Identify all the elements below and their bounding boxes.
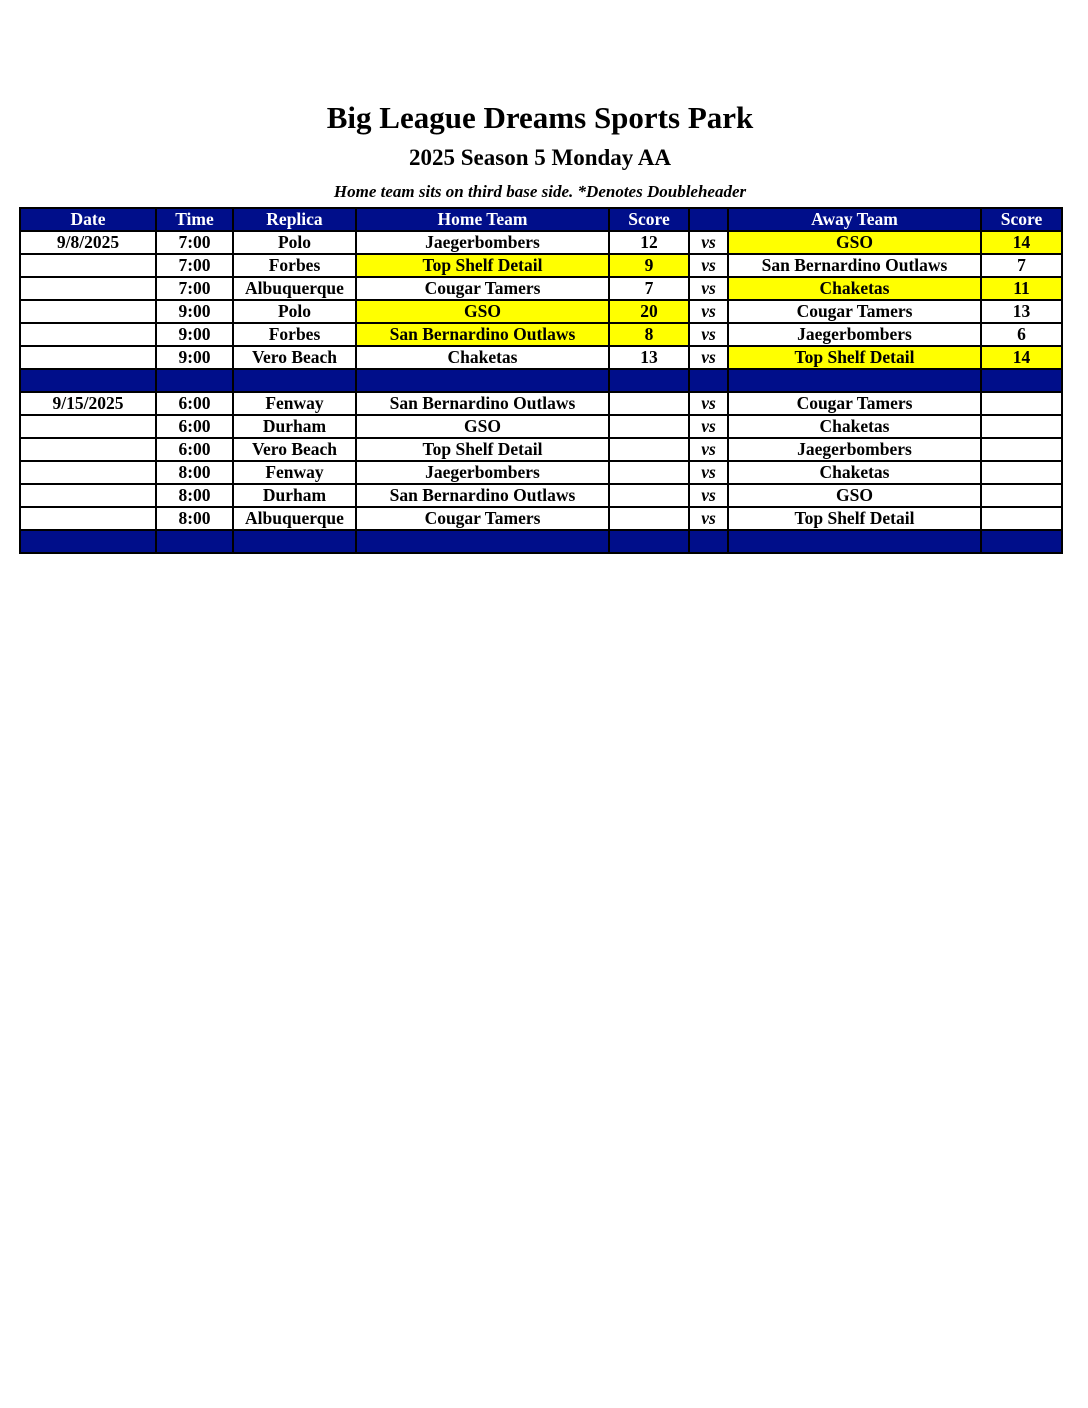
away-score-cell (981, 461, 1062, 484)
header-replica: Replica (233, 208, 356, 231)
vs-cell: vs (689, 484, 728, 507)
schedule-body (20, 231, 1062, 553)
home-score-cell (609, 484, 689, 507)
home-score-cell (609, 392, 689, 415)
date-cell (20, 254, 156, 277)
table-row (20, 392, 1062, 415)
replica-cell: Forbes (233, 323, 356, 346)
table-row (20, 231, 1062, 254)
table-row (20, 415, 1062, 438)
date-cell (20, 461, 156, 484)
away-team-cell: Chaketas (728, 415, 981, 438)
separator-cell (156, 369, 233, 392)
separator-cell (233, 369, 356, 392)
separator-cell (728, 369, 981, 392)
away-score-cell: 14 (981, 231, 1062, 254)
replica-cell: Fenway (233, 461, 356, 484)
time-cell: 8:00 (156, 507, 233, 530)
week-separator-row (20, 369, 1062, 392)
home-score-cell (609, 415, 689, 438)
date-cell (20, 415, 156, 438)
replica-cell: Polo (233, 300, 356, 323)
away-team-cell: Top Shelf Detail (728, 507, 981, 530)
time-cell: 7:00 (156, 277, 233, 300)
vs-cell: vs (689, 392, 728, 415)
header-row (20, 208, 1062, 231)
table-row (20, 484, 1062, 507)
home-score-cell (609, 438, 689, 461)
replica-cell: Durham (233, 415, 356, 438)
separator-cell (981, 530, 1062, 553)
table-row (20, 323, 1062, 346)
home-team-cell: San Bernardino Outlaws (356, 323, 609, 346)
vs-cell: vs (689, 277, 728, 300)
date-cell (20, 346, 156, 369)
away-team-cell: Jaegerbombers (728, 438, 981, 461)
time-cell: 7:00 (156, 231, 233, 254)
schedule-note: Home team sits on third base side. *Denotes Doubleheader (333, 182, 747, 201)
vs-cell: vs (689, 254, 728, 277)
away-team-cell: Cougar Tamers (728, 300, 981, 323)
date-cell (20, 484, 156, 507)
header-away-team: Away Team (728, 208, 981, 231)
away-score-cell: 13 (981, 300, 1062, 323)
home-score-cell: 12 (609, 231, 689, 254)
table-row (20, 507, 1062, 530)
header-away-score: Score (981, 208, 1062, 231)
table-row (20, 461, 1062, 484)
replica-cell: Albuquerque (233, 277, 356, 300)
away-score-cell (981, 507, 1062, 530)
vs-cell: vs (689, 507, 728, 530)
home-score-cell: 20 (609, 300, 689, 323)
away-score-cell (981, 415, 1062, 438)
replica-cell: Vero Beach (233, 438, 356, 461)
replica-cell: Albuquerque (233, 507, 356, 530)
home-team-cell: Cougar Tamers (356, 507, 609, 530)
separator-cell (981, 369, 1062, 392)
vs-cell: vs (689, 415, 728, 438)
separator-cell (20, 369, 156, 392)
header-time: Time (156, 208, 233, 231)
time-cell: 7:00 (156, 254, 233, 277)
separator-cell (689, 530, 728, 553)
date-cell: 9/15/2025 (20, 392, 156, 415)
separator-cell (20, 530, 156, 553)
away-score-cell: 7 (981, 254, 1062, 277)
away-score-cell (981, 392, 1062, 415)
table-row (20, 438, 1062, 461)
separator-cell (156, 530, 233, 553)
away-team-cell: Top Shelf Detail (728, 346, 981, 369)
away-score-cell (981, 484, 1062, 507)
separator-cell (356, 369, 609, 392)
home-team-cell: Jaegerbombers (356, 461, 609, 484)
table-row (20, 346, 1062, 369)
home-team-cell: Jaegerbombers (356, 231, 609, 254)
vs-cell: vs (689, 461, 728, 484)
header-home-team: Home Team (356, 208, 609, 231)
time-cell: 6:00 (156, 392, 233, 415)
home-team-cell: GSO (356, 300, 609, 323)
date-cell (20, 300, 156, 323)
home-team-cell: GSO (356, 415, 609, 438)
header-home-score: Score (609, 208, 689, 231)
date-cell (20, 507, 156, 530)
separator-cell (609, 369, 689, 392)
away-team-cell: Chaketas (728, 461, 981, 484)
home-score-cell: 8 (609, 323, 689, 346)
away-score-cell (981, 438, 1062, 461)
page-title: Big League Dreams Sports Park (326, 100, 754, 135)
away-score-cell: 11 (981, 277, 1062, 300)
away-team-cell: Chaketas (728, 277, 981, 300)
home-team-cell: Top Shelf Detail (356, 254, 609, 277)
replica-cell: Durham (233, 484, 356, 507)
schedule-table (19, 207, 1063, 554)
time-cell: 6:00 (156, 415, 233, 438)
home-team-cell: San Bernardino Outlaws (356, 484, 609, 507)
away-team-cell: San Bernardino Outlaws (728, 254, 981, 277)
separator-cell (689, 369, 728, 392)
home-team-cell: Top Shelf Detail (356, 438, 609, 461)
replica-cell: Vero Beach (233, 346, 356, 369)
vs-cell: vs (689, 323, 728, 346)
vs-cell: vs (689, 438, 728, 461)
page-subtitle: 2025 Season 5 Monday AA (409, 145, 671, 170)
home-team-cell: Cougar Tamers (356, 277, 609, 300)
date-cell: 9/8/2025 (20, 231, 156, 254)
time-cell: 9:00 (156, 300, 233, 323)
date-cell (20, 323, 156, 346)
time-cell: 9:00 (156, 323, 233, 346)
home-score-cell: 7 (609, 277, 689, 300)
date-cell (20, 277, 156, 300)
away-score-cell: 6 (981, 323, 1062, 346)
separator-cell (609, 530, 689, 553)
table-row (20, 300, 1062, 323)
vs-cell: vs (689, 231, 728, 254)
away-team-cell: Jaegerbombers (728, 323, 981, 346)
away-team-cell: GSO (728, 484, 981, 507)
home-score-cell: 9 (609, 254, 689, 277)
replica-cell: Fenway (233, 392, 356, 415)
date-cell (20, 438, 156, 461)
replica-cell: Forbes (233, 254, 356, 277)
away-team-cell: GSO (728, 231, 981, 254)
vs-cell: vs (689, 300, 728, 323)
replica-cell: Polo (233, 231, 356, 254)
time-cell: 8:00 (156, 484, 233, 507)
home-team-cell: San Bernardino Outlaws (356, 392, 609, 415)
week-separator-row (20, 530, 1062, 553)
away-team-cell: Cougar Tamers (728, 392, 981, 415)
header-date: Date (20, 208, 156, 231)
vs-cell: vs (689, 346, 728, 369)
separator-cell (728, 530, 981, 553)
table-row (20, 277, 1062, 300)
time-cell: 8:00 (156, 461, 233, 484)
away-score-cell: 14 (981, 346, 1062, 369)
table-row (20, 254, 1062, 277)
separator-cell (233, 530, 356, 553)
home-score-cell: 13 (609, 346, 689, 369)
home-team-cell: Chaketas (356, 346, 609, 369)
separator-cell (356, 530, 609, 553)
home-score-cell (609, 461, 689, 484)
time-cell: 9:00 (156, 346, 233, 369)
home-score-cell (609, 507, 689, 530)
header-vs (689, 208, 728, 231)
time-cell: 6:00 (156, 438, 233, 461)
